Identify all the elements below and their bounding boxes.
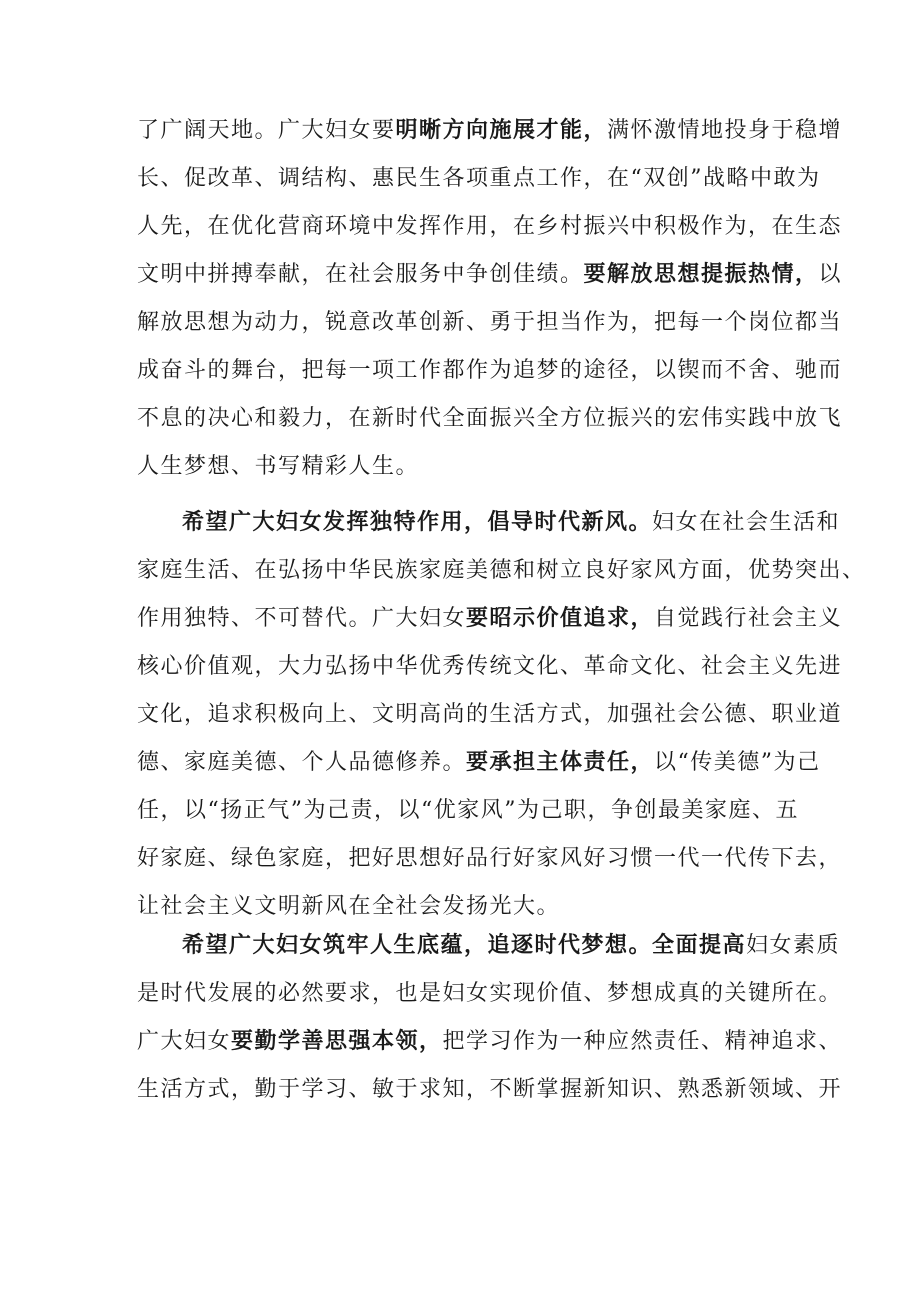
text-line: [137, 347, 843, 395]
text-segment: 广大妇女: [137, 1029, 232, 1054]
text-line: [137, 1066, 843, 1114]
bold-text-segment: 要解放思想提振热情，: [583, 262, 819, 287]
text-segment: 任，以“扬正气”为己责，以“优家风”为己职，争创最美家庭、五: [137, 798, 799, 823]
text-line: [137, 155, 821, 203]
text-line: [137, 595, 843, 643]
text-line: [137, 443, 797, 491]
text-segment: 解放思想为动力，锐意改革创新、勇于担当作为，把每一个岗位都当: [137, 310, 843, 335]
text-segment: 了广阔天地。广大妇女要: [137, 118, 396, 143]
bold-text-segment: 要勤学善思强本领，: [231, 1029, 443, 1054]
bold-text-segment: 希望广大妇女发挥独特作用，倡导时代新风。: [182, 510, 653, 535]
text-segment: 把学习作为一种应然责任、精神追求、: [442, 1029, 843, 1054]
bold-text-segment: 明晰方向施展才能，: [395, 118, 608, 143]
text-segment: 作用独特、不可替代。广大妇女: [137, 606, 467, 631]
text-segment: 人先，在优化营商环境中发挥作用，在乡村振兴中积极作为，在生态: [137, 214, 843, 239]
text-segment: 长、促改革、调结构、惠民生各项重点工作，在“双创”战略中敢为: [137, 166, 821, 191]
text-segment: 满怀激情地投身于稳增: [607, 118, 843, 143]
text-segment: 成奋斗的舞台，把每一项工作都作为追梦的途径，以锲而不舍、驰而: [137, 358, 843, 383]
text-segment: 文化，追求积极向上、文明高尚的生活方式，加强社会公德、职业道: [137, 702, 843, 727]
bold-text-segment: 希望广大妇女筑牢人生底蕴，追逐时代梦想。全面提高: [182, 933, 747, 958]
paragraph-1: [137, 107, 843, 491]
text-segment: 家庭生活、在弘扬中华民族家庭美德和树立良好家风方面，优势突出、: [137, 558, 866, 583]
text-line: [137, 922, 841, 970]
text-line: [137, 643, 843, 691]
text-segment: 妇女在社会生活和: [652, 510, 841, 535]
text-line: [137, 970, 843, 1018]
text-segment: 文明中拼搏奉献，在社会服务中争创佳绩。: [137, 262, 584, 287]
bold-text-segment: 要昭示价值追求，: [466, 606, 655, 631]
text-line: [137, 547, 866, 595]
text-segment: 德、家庭美德、个人品德修养。: [137, 750, 467, 775]
text-segment: 不息的决心和毅力，在新时代全面振兴全方位振兴的宏伟实践中放飞: [137, 406, 843, 431]
text-segment: 生活方式，勤于学习、敏于求知，不断掌握新知识、熟悉新领域、开: [137, 1077, 843, 1102]
text-segment: 核心价值观，大力弘扬中华优秀传统文化、革命文化、社会主义先进: [137, 654, 843, 679]
text-segment: 以: [818, 262, 843, 287]
text-segment: 人生梦想、书写精彩人生。: [137, 454, 420, 479]
text-segment: 以“传美德”为己: [654, 750, 821, 775]
bold-text-segment: 要承担主体责任，: [466, 750, 655, 775]
text-line: [137, 1018, 843, 1066]
text-segment: 妇女素质: [746, 933, 841, 958]
text-line: [137, 691, 843, 739]
text-line: [137, 499, 841, 547]
text-segment: 自觉践行社会主义: [654, 606, 843, 631]
text-segment: 好家庭、绿色家庭，把好思想好品行好家风好习惯一代一代传下去，: [137, 846, 843, 871]
text-segment: 让社会主义文明新风在全社会发扬光大。: [137, 894, 561, 919]
text-line: [137, 107, 843, 155]
text-segment: 是时代发展的必然要求，也是妇女实现价值、梦想成真的关键所在。: [137, 981, 843, 1006]
text-line: [137, 251, 843, 299]
text-line: [137, 203, 843, 251]
text-line: [137, 835, 843, 883]
paragraph-3: [137, 922, 843, 1114]
text-line: [137, 787, 797, 835]
text-line: [137, 739, 821, 787]
text-line: [137, 299, 843, 347]
paragraph-2: [137, 499, 866, 931]
text-line: [137, 395, 843, 443]
